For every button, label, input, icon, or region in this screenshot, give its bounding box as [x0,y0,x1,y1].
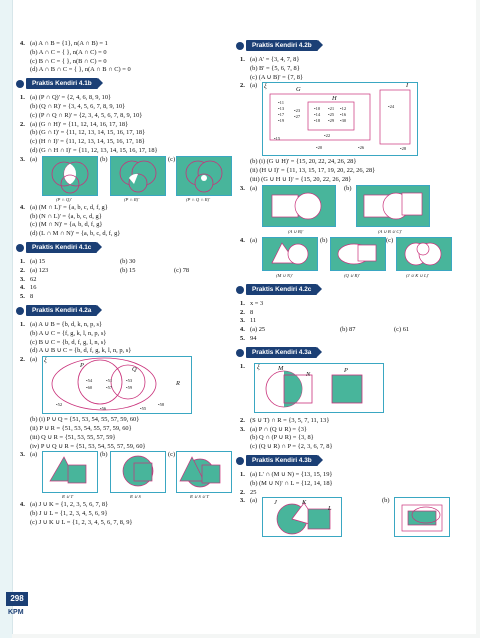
answer-line [20,49,232,58]
page-number: 298 [6,592,28,606]
header-bullet-icon [236,349,244,357]
answer-line [20,66,232,75]
answer-line [20,416,232,425]
answer-text: (c) (A ∪ B)' = {7, 8} [250,73,304,81]
answer-line [20,339,232,348]
answer-line [20,121,232,130]
answer-line [20,434,232,443]
answer-text: (c) (P ∩ Q ∩ R)' = {2, 3, 4, 5, 6, 7, 8, 9, 10} [30,111,143,119]
question-number: 1. [20,257,25,265]
answer-text: (a) (P ∩ Q)' = {2, 4, 6, 8, 9, 10} [30,94,112,102]
question-number: 4. [240,326,245,334]
answer-text: (a) 25 [250,326,266,334]
answer-text: 94 [250,334,257,342]
answer-line [240,158,452,167]
question-number: 3. [240,425,245,433]
question-number: 2. [240,416,245,424]
answer-line [20,94,232,103]
answer-text: (b) (i) (G ∪ H)' = {15, 20, 22, 24, 26, 28} [250,158,357,166]
section-header-4-2b: Praktis Kendiri 4.2b [240,40,452,52]
answer-line [20,58,232,67]
figure-4-2b-q4: 4. (a) (b) (c) (M ∪ N)' (Q ∪ R)' (J ∪ K ∪ L)' [240,237,452,281]
answer-text: (b) B' = {5, 6, 7, 8} [250,64,300,72]
answer-line [240,489,452,498]
section-header-4-3a: Praktis Kendiri 4.3a [240,347,452,359]
question-number: 1. [240,299,245,307]
answer-text: (b) A ∩ C = { }, n(A ∩ C) = 0 [30,48,107,56]
answer-text: (ii) (H ∪ I)' = {11, 13, 15, 17, 19, 20, 22, 26, 28} [250,167,376,175]
answer-line [20,138,232,147]
answer-line [240,176,452,185]
figure-4-2b-q3: 3. (a) (b) (A ∪ B)' (A ∪ B ∪ C)' [240,185,452,237]
answer-line [20,103,232,112]
answer-line [240,309,452,318]
section-header-4-2a: Praktis Kendiri 4.2a [20,305,232,317]
figure-4-2b-q2: 2. (a) ξ G H I •11 •13 •17 •19 •23 •27 •10 •14 •18 •21 •25 •29 •12 •16 •30 •24 •22 •20 •26 •15 •28 [240,82,452,158]
answer-text: (a) L' ∩ (M ∪ N) = {13, 15, 19} [250,470,333,478]
venn-r-union-s [110,451,166,493]
figure-4-1b-q3: 3. (a) (b) (c) (P ∩ Q)' (P ∩ R)' (P ∩ Q ∩ R)' [20,156,232,204]
answer-text: (iv) P ∪ Q ∪ R = {51, 53, 54, 55, 57, 59, 60} [30,442,146,450]
answer-text: (c) (H ∩ I)' = {11, 12, 13, 14, 15, 16, 17, 18} [30,138,145,146]
answer-text: (b) 87 [340,326,356,334]
answer-text: (b) A ∪ C = {f, g, k, l, n, p, s} [30,329,107,337]
question-number: 2. [20,120,25,128]
answer-text: 8 [30,293,34,301]
answer-text: (c) 78 [174,266,190,274]
section-header-4-1c: Praktis Kendiri 4.1c [20,242,232,254]
venn-pqr-values [42,356,192,414]
answer-text: (b) (M ∪ N)' ∩ L = {12, 14, 18} [250,479,333,487]
answer-text: (a) (G ∩ H)' = {11, 12, 14, 16, 17, 18} [30,120,129,128]
venn-ab-union-complement [262,185,336,227]
answer-line [240,480,452,489]
answer-text: (c) (M ∩ N)' = {a, b, d, f, g} [30,221,103,229]
answer-line [20,213,232,222]
question-number: 4. [20,501,25,509]
answer-text: (d) (L ∩ M ∩ N)' = {a, b, c, d, f, g} [30,230,121,238]
answer-text: 25 [250,488,257,496]
answer-line [240,434,452,443]
answer-text: (d) A ∪ B ∪ C = {b, d, f, g, k, l, n, p, s} [30,347,132,355]
answer-line [240,326,452,335]
answers-4-3a [240,417,452,452]
answer-text: x = 3 [250,299,264,307]
answers-4-3b [240,471,452,497]
question-number: 1. [20,320,25,328]
section-header-4-1b: Praktis Kendiri 4.1b [20,78,232,90]
answer-text: (a) P ∩ (Q ∪ R) = {3} [250,425,307,433]
answers-4-1c [20,258,232,302]
question-number: 1. [240,470,245,478]
answers-4-2c [240,300,452,344]
answers-4-2b [240,56,452,82]
answer-line [20,425,232,434]
answer-text: 8 [250,308,254,316]
section-header-4-3b: Praktis Kendiri 4.3b [240,455,452,467]
venn-qr-union-complement [330,237,386,271]
answer-text: (a) A' = {3, 4, 7, 8} [250,56,300,63]
answer-text: (b) (N ∩ L)' = {a, b, c, d, g} [30,212,102,220]
venn-mn-union-complement [262,237,318,271]
question-number: 3. [20,275,25,283]
answer-line [20,510,232,519]
publisher-logo: KPM [8,609,24,616]
question-number: 2. [240,488,245,496]
answers-4-2a [20,321,232,356]
answer-line [20,204,232,213]
venn-r-union-t [42,451,98,493]
answer-text: (d) (G ∩ H ∩ I)' = {11, 12, 13, 14, 15, 16, 17, 18} [30,146,158,154]
answer-line [240,335,452,344]
answer-text: (a) A ∩ B = {1}, n(A ∩ B) = 1 [30,40,108,47]
header-bullet-icon [16,80,24,88]
venn-jkl-union-complement [396,237,452,271]
answer-text: (b) J ∪ L = {1, 2, 3, 4, 5, 6, 9} [30,510,108,518]
answer-text: (a) 15 [30,257,46,265]
side-strip [0,0,12,638]
answer-line [20,501,232,510]
answer-text: (b) (i) P ∪ Q = {51, 53, 54, 55, 57, 59, 60} [30,416,140,424]
answer-text: (c) J ∪ K ∪ L = {1, 2, 3, 4, 5, 6, 7, 8, 9} [30,518,133,526]
question-number: 5. [20,293,25,301]
answer-text: (d) A ∩ B ∩ C = { }, n(A ∩ B ∩ C) = 0 [30,66,131,74]
header-bullet-icon [16,307,24,315]
venn-r-union-s-union-t [176,451,232,493]
figure-4-3a-q1: 1. ξ M N P [240,363,452,417]
answer-text: (c) B ∪ C = {b, d, f, g, l, n, s} [30,338,107,346]
answer-line [20,347,232,356]
figure-4-2a-q2: 2. (a) ξ P Q R •54 •60 •51 •57 •53 •59 •52 •58 •56 •55 [20,356,232,416]
question-number: 4. [20,40,25,47]
answer-line [240,300,452,309]
answer-line [20,129,232,138]
answer-text: (a) A ∪ B = {b, d, k, n, p, s} [30,320,103,328]
answer-text: (ii) P ∪ R = {51, 53, 54, 55, 57, 59, 60} [30,424,132,432]
answer-line [20,267,232,276]
question-number: 1. [240,56,245,63]
answers-4-1b-q4 [20,204,232,239]
header-bullet-icon [236,286,244,294]
answer-text: (b) 15 [120,266,136,274]
answer-line [240,65,452,74]
answer-line [240,74,452,83]
answer-text: (a) (M ∩ L)' = {a, b, c, d, f, g} [30,203,108,211]
question-number: 4. [20,203,25,211]
answer-line [20,230,232,239]
answer-line [240,417,452,426]
answer-line [20,258,232,267]
header-bullet-icon [236,457,244,465]
answer-line [240,56,452,65]
answer-text: (b) (Q ∩ R)' = {3, 4, 5, 6, 7, 8, 9, 10} [30,102,126,110]
venn-mnp [254,363,384,413]
venn-pq-complement [42,156,98,196]
question-number: 5. [240,334,245,342]
figure-4-2a-q3: 3. (a) (b) (c) R ∪ T R ∪ S R ∪ S ∪ T [20,451,232,501]
answers-4-2a-q4 [20,501,232,527]
venn-pqr-complement [176,156,232,196]
answer-line [20,321,232,330]
answer-text: (c) 61 [394,326,410,334]
answer-line [240,443,452,452]
answer-line [240,317,452,326]
question-number: 2. [20,266,25,274]
answer-text: (b) (G ∩ I)' = {11, 12, 13, 14, 15, 16, 17, 18} [30,129,146,137]
figure-4-3b-q3: 3. (a) (b) J K L [240,497,452,541]
question-number: 3. [240,317,245,325]
answer-text: (b) 30 [120,257,136,265]
answer-text: (b) Q ∩ (P ∪ R) = {3, 8} [250,434,314,442]
answer-line [240,167,452,176]
answer-text: (S ∪ T) ∩ R = {3, 5, 7, 11, 13} [250,416,330,424]
answer-line [240,471,452,480]
section-header-4-2c: Praktis Kendiri 4.2c [240,284,452,296]
venn-pr-complement [110,156,166,196]
answer-line [20,330,232,339]
answer-line [20,284,232,293]
venn-abc-union-complement [356,185,430,227]
answer-text: 16 [30,284,37,292]
answers-4-2b-q2b [240,158,452,184]
header-bullet-icon [16,244,24,252]
answer-line [20,221,232,230]
answers-4-1b [20,94,232,156]
answer-line [20,40,232,49]
left-column [20,40,232,528]
question-number: 4. [20,284,25,292]
answer-line [20,112,232,121]
answers-q4 [20,40,232,75]
answer-text: (c) B ∩ C = { }, n(B ∩ C) = 0 [30,57,107,65]
answer-text: (c) (Q ∪ R) ∩ P = {2, 3, 6, 7, 8} [250,443,333,451]
answer-text: (iii) Q ∪ R = {51, 53, 55, 57, 59} [30,433,116,441]
header-bullet-icon [236,42,244,50]
answer-text: 11 [250,317,257,325]
answer-line [240,426,452,435]
right-column [240,40,452,541]
answer-line [20,519,232,528]
answer-line [20,147,232,156]
answer-text: 62 [30,275,37,283]
answer-line [20,443,232,452]
answer-text: (iii) (G ∪ H ∪ I)' = {15, 20, 22, 26, 28} [250,175,352,183]
answer-line [20,293,232,302]
answer-text: (a) J ∪ K = {1, 2, 3, 5, 6, 7, 8} [30,501,109,509]
question-number: 2. [240,308,245,316]
answer-text: (a) 123 [30,266,49,274]
answers-4-2a-q2b [20,416,232,451]
venn-jkl-b [394,497,450,537]
answer-line [20,276,232,285]
question-number: 1. [20,94,25,102]
